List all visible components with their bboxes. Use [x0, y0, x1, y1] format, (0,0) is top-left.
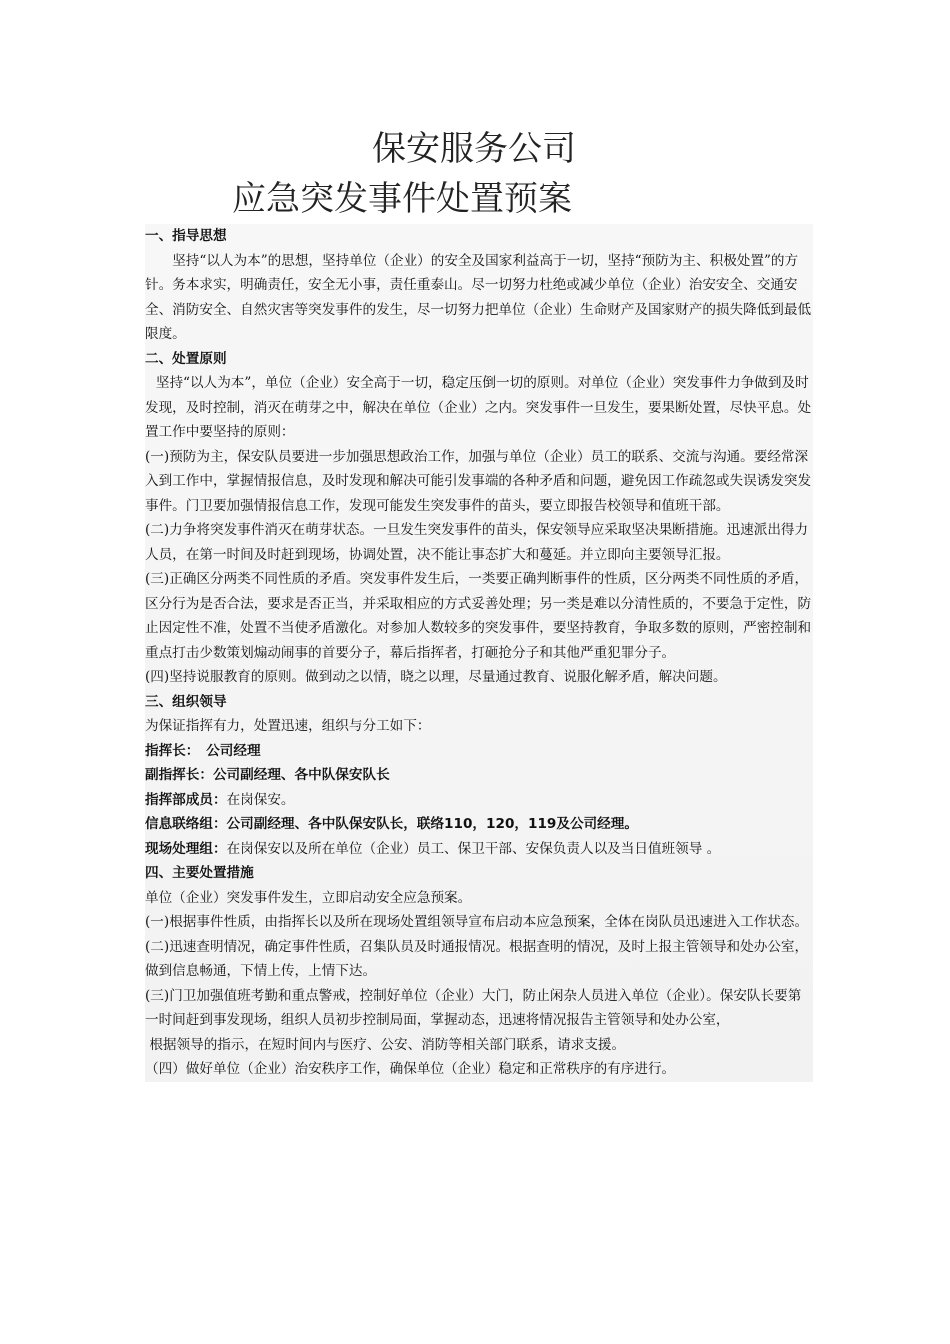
- paragraph: 根据领导的指示，在短时间内与医疗、公安、消防等相关部门联系，请求支援。: [145, 1036, 626, 1053]
- document-title-line1: 保安服务公司: [372, 129, 576, 169]
- paragraph: (四)坚持说服教育的原则。做到动之以情，晓之以理，尽量通过教育、说服化解矛盾，解决问题。: [145, 669, 727, 685]
- section-heading-principles: 二、处置原则: [145, 350, 227, 367]
- onsite-value: 在岗保安以及所在单位（企业）员工、保卫干部、安保负责人以及当日值班领导 。: [226, 840, 721, 857]
- section-heading-guiding-thought: 一、指导思想: [145, 228, 227, 244]
- paragraph: 为保证指挥有力，处置迅速，组织与分工如下：: [145, 718, 431, 734]
- onsite-label: 现场处理组：: [145, 840, 227, 857]
- paragraph: (三)正确区分两类不同性质的矛盾。突发事件发生后，一类要正确判断事件的性质，区分两类不同性质的矛盾，区分行为是否合法，要求是否正当，并采取相应的方式妥善处理；另一类是难以分清性质的，不要急于定性，防止因定性不准，处置不当使矛盾激化。对参加人数较多的突发事件，要坚持教育，争取多数的原则，严密控制和重点打击少数策划煽动闹事的首要分子，幕后指挥者，打砸抢分子和其他严重犯罪分子。: [145, 571, 812, 661]
- section-heading-measures: 四、主要处置措施: [145, 865, 254, 881]
- paragraph: (二)迅速查明情况，确定事件性质，召集队员及时通报情况。根据查明的情况，及时上报主管领导和处办公室，做到信息畅通，下情上传，上情下达。: [145, 938, 809, 979]
- commander-line: 指挥长： 公司经理: [145, 742, 261, 759]
- deputy-commander-line: 副指挥长：公司副经理、各中队保安队长: [145, 767, 390, 783]
- paragraph: (一)预防为主，保安队员要进一步加强思想政治工作，加强与单位（企业）员工的联系、交流与沟通。要经常深入到工作中，掌握情报信息，及时发现和解决可能引发事端的各种矛盾和问题，避免因工作疏忽或失误诱发突发事件。门卫要加强情报信息工作，发现可能发生突发事件的苗头，要立即报告校领导和值班干部。: [145, 448, 812, 514]
- liaison-line: 信息联络组：公司副经理、各中队保安队长，联络110，120，119及公司经理。: [145, 816, 638, 832]
- onsite-line: [145, 837, 813, 862]
- document-body: [145, 224, 813, 1082]
- section-heading-organization: 三、组织领导: [145, 693, 227, 710]
- paragraph: 坚持“以人为本”的思想，坚持单位（企业）的安全及国家利益高于一切，坚持“预防为主、积极处置”的方针。务本求实，明确责任，安全无小事，责任重泰山。尽一切努力杜绝或减少单位（企业）治安安全、交通安全、消防安全、自然灾害等突发事件的发生，尽一切努力把单位（企业）生命财产及国家财产的损失降低到最低限度。: [145, 252, 812, 342]
- paragraph: (一)根据事件性质，由指挥长以及所在现场处置组领导宣布启动本应急预案，全体在岗队员迅速进入工作状态。: [145, 914, 809, 930]
- paragraph: 坚持“以人为本”，单位（企业）安全高于一切，稳定压倒一切的原则。对单位（企业）突发事件力争做到及时发现，及时控制，消灭在萌芽之中，解决在单位（企业）之内。突发事件一旦发生，要果断处置，尽快平息。处置工作中要坚持的原则：: [145, 375, 812, 440]
- paragraph: (二)力争将突发事件消灭在萌芽状态。一旦发生突发事件的苗头，保安领导应采取坚决果断措施。迅速派出得力人员，在第一时间及时赶到现场，协调处置，决不能让事态扩大和蔓延。并立即向主要领导汇报。: [145, 522, 809, 563]
- paragraph: 单位（企业）突发事件发生，立即启动安全应急预案。: [145, 889, 472, 906]
- paragraph: (三)门卫加强值班考勤和重点警戒，控制好单位（企业）大门，防止闲杂人员进入单位（企业）。保安队长要第一时间赶到事发现场，组织人员初步控制局面，掌握动态，迅速将情况报告主管领导和处办公室，: [145, 987, 802, 1028]
- members-line: [145, 788, 813, 813]
- members-value: 在岗保安。: [226, 791, 295, 808]
- document-title-line2: 应急突发事件处置预案: [232, 179, 572, 219]
- paragraph: （四）做好单位（企业）治安秩序工作，确保单位（企业）稳定和正常秩序的有序进行。: [145, 1061, 676, 1077]
- members-label: 指挥部成员：: [145, 791, 227, 808]
